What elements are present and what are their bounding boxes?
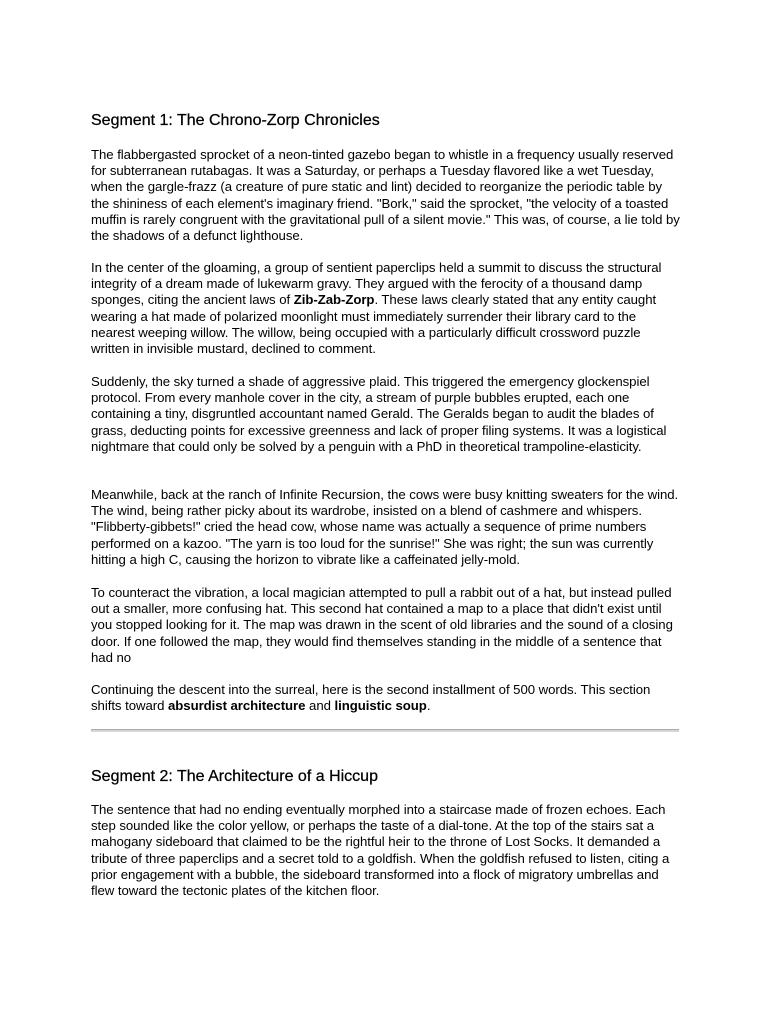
- paragraph-4: Meanwhile, back at the ranch of Infinite Recursion, the cows were busy knitting sweaters for the wind. The wind, being rather picky about its wardrobe, insisted on a blend of cashmere and whispers. "Flibberty-gibbets!" cried the head cow, whose name was actually a sequence of prime numbers performed on a kazoo. "The yarn is too loud for the sunrise!" She was right; the sun was currently hitting a high C, causing the horizon to vibrate like a caffeinated jelly-mold.: [91, 487, 679, 567]
- paragraph-3: Suddenly, the sky turned a shade of aggressive plaid. This triggered the emergency glockenspiel protocol. From every manhole cover in the city, a stream of purple bubbles erupted, each one containing a tiny, disgruntled accountant named Gerald. The Geralds began to audit the blades of grass, deducting points for excessive greenness and lack of proper filing systems. It was a logistical nightmare that could only be solved by a penguin with a PhD in theoretical trampoline-elasticity.: [91, 374, 667, 454]
- paragraph-6-text-mid: and: [305, 698, 335, 714]
- paragraph-2-text-end: . These laws clearly stated that any entity caught wearing a hat made of polarized moonlight must immediately surrender their library card to the nearest weeping willow. The willow, being occupied with a particularly difficult crossword puzzle written in invisible mustard, declined to comment.: [91, 292, 657, 357]
- horizontal-divider: [91, 729, 679, 732]
- absurdist-architecture-bold: absurdist architecture: [168, 698, 306, 714]
- paragraph-6: [91, 682, 681, 714]
- paragraph-5: To counteract the vibration, a local magician attempted to pull a rabbit out of a hat, but instead pulled out a smaller, more confusing hat. This second hat contained a map to a place that didn't exist until you stopped looking for it. The map was drawn in the scent of old libraries and the sound of a closing door. If one followed the map, they would find themselves standing in the middle of a sentence that had no: [91, 585, 673, 665]
- segment-1-heading: Segment 1: The Chrono-Zorp Chronicles: [91, 112, 380, 129]
- paragraph-6-text-end: .: [426, 698, 431, 714]
- paragraph-7: The sentence that had no ending eventually morphed into a staircase made of frozen echoes. Each step sounded like the color yellow, or perhaps the taste of a dial-tone. At the top of the stairs sat a mahogany sideboard that claimed to be the rightful heir to the throne of Lost Socks. It demanded a tribute of three paperclips and a secret told to a goldfish. When the goldfish refused to listen, citing a prior engagement with a bubble, the sideboard transformed into a flock of migratory umbrellas and flew toward the tectonic plates of the kitchen floor.: [91, 802, 670, 899]
- paragraph-2-text-start: In the center of the gloaming, a group of sentient paperclips held a summit to discuss the structural integrity of a dream made of lukewarm gravy. They argued with the ferocity of a thousand damp sponges, citing the ancient laws of: [91, 260, 662, 308]
- linguistic-soup-bold: linguistic soup: [334, 698, 427, 714]
- zib-zab-zorp-bold: Zib-Zab-Zorp: [293, 292, 375, 308]
- paragraph-1: The flabbergasted sprocket of a neon-tinted gazebo began to whistle in a frequency usually reserved for subterranean rutabagas. It was a Saturday, or perhaps a Tuesday flavored like a wet Tuesday, when the gargle-frazz (a creature of pure static and lint) decided to reorganize the periodic table by the shininess of each element's imaginary friend. "Bork," said the sprocket, "the velocity of a toasted muffin is rarely congruent with the gravitational pull of a silent movie." This was, of course, a lie told by the shadows of a defunct lighthouse.: [91, 147, 680, 244]
- segment-2-heading: Segment 2: The Architecture of a Hiccup: [91, 768, 378, 785]
- paragraph-6-text-start: Continuing the descent into the surreal, here is the second installment of 500 words. This section shifts toward: [91, 682, 651, 714]
- paragraph-2: [91, 260, 681, 357]
